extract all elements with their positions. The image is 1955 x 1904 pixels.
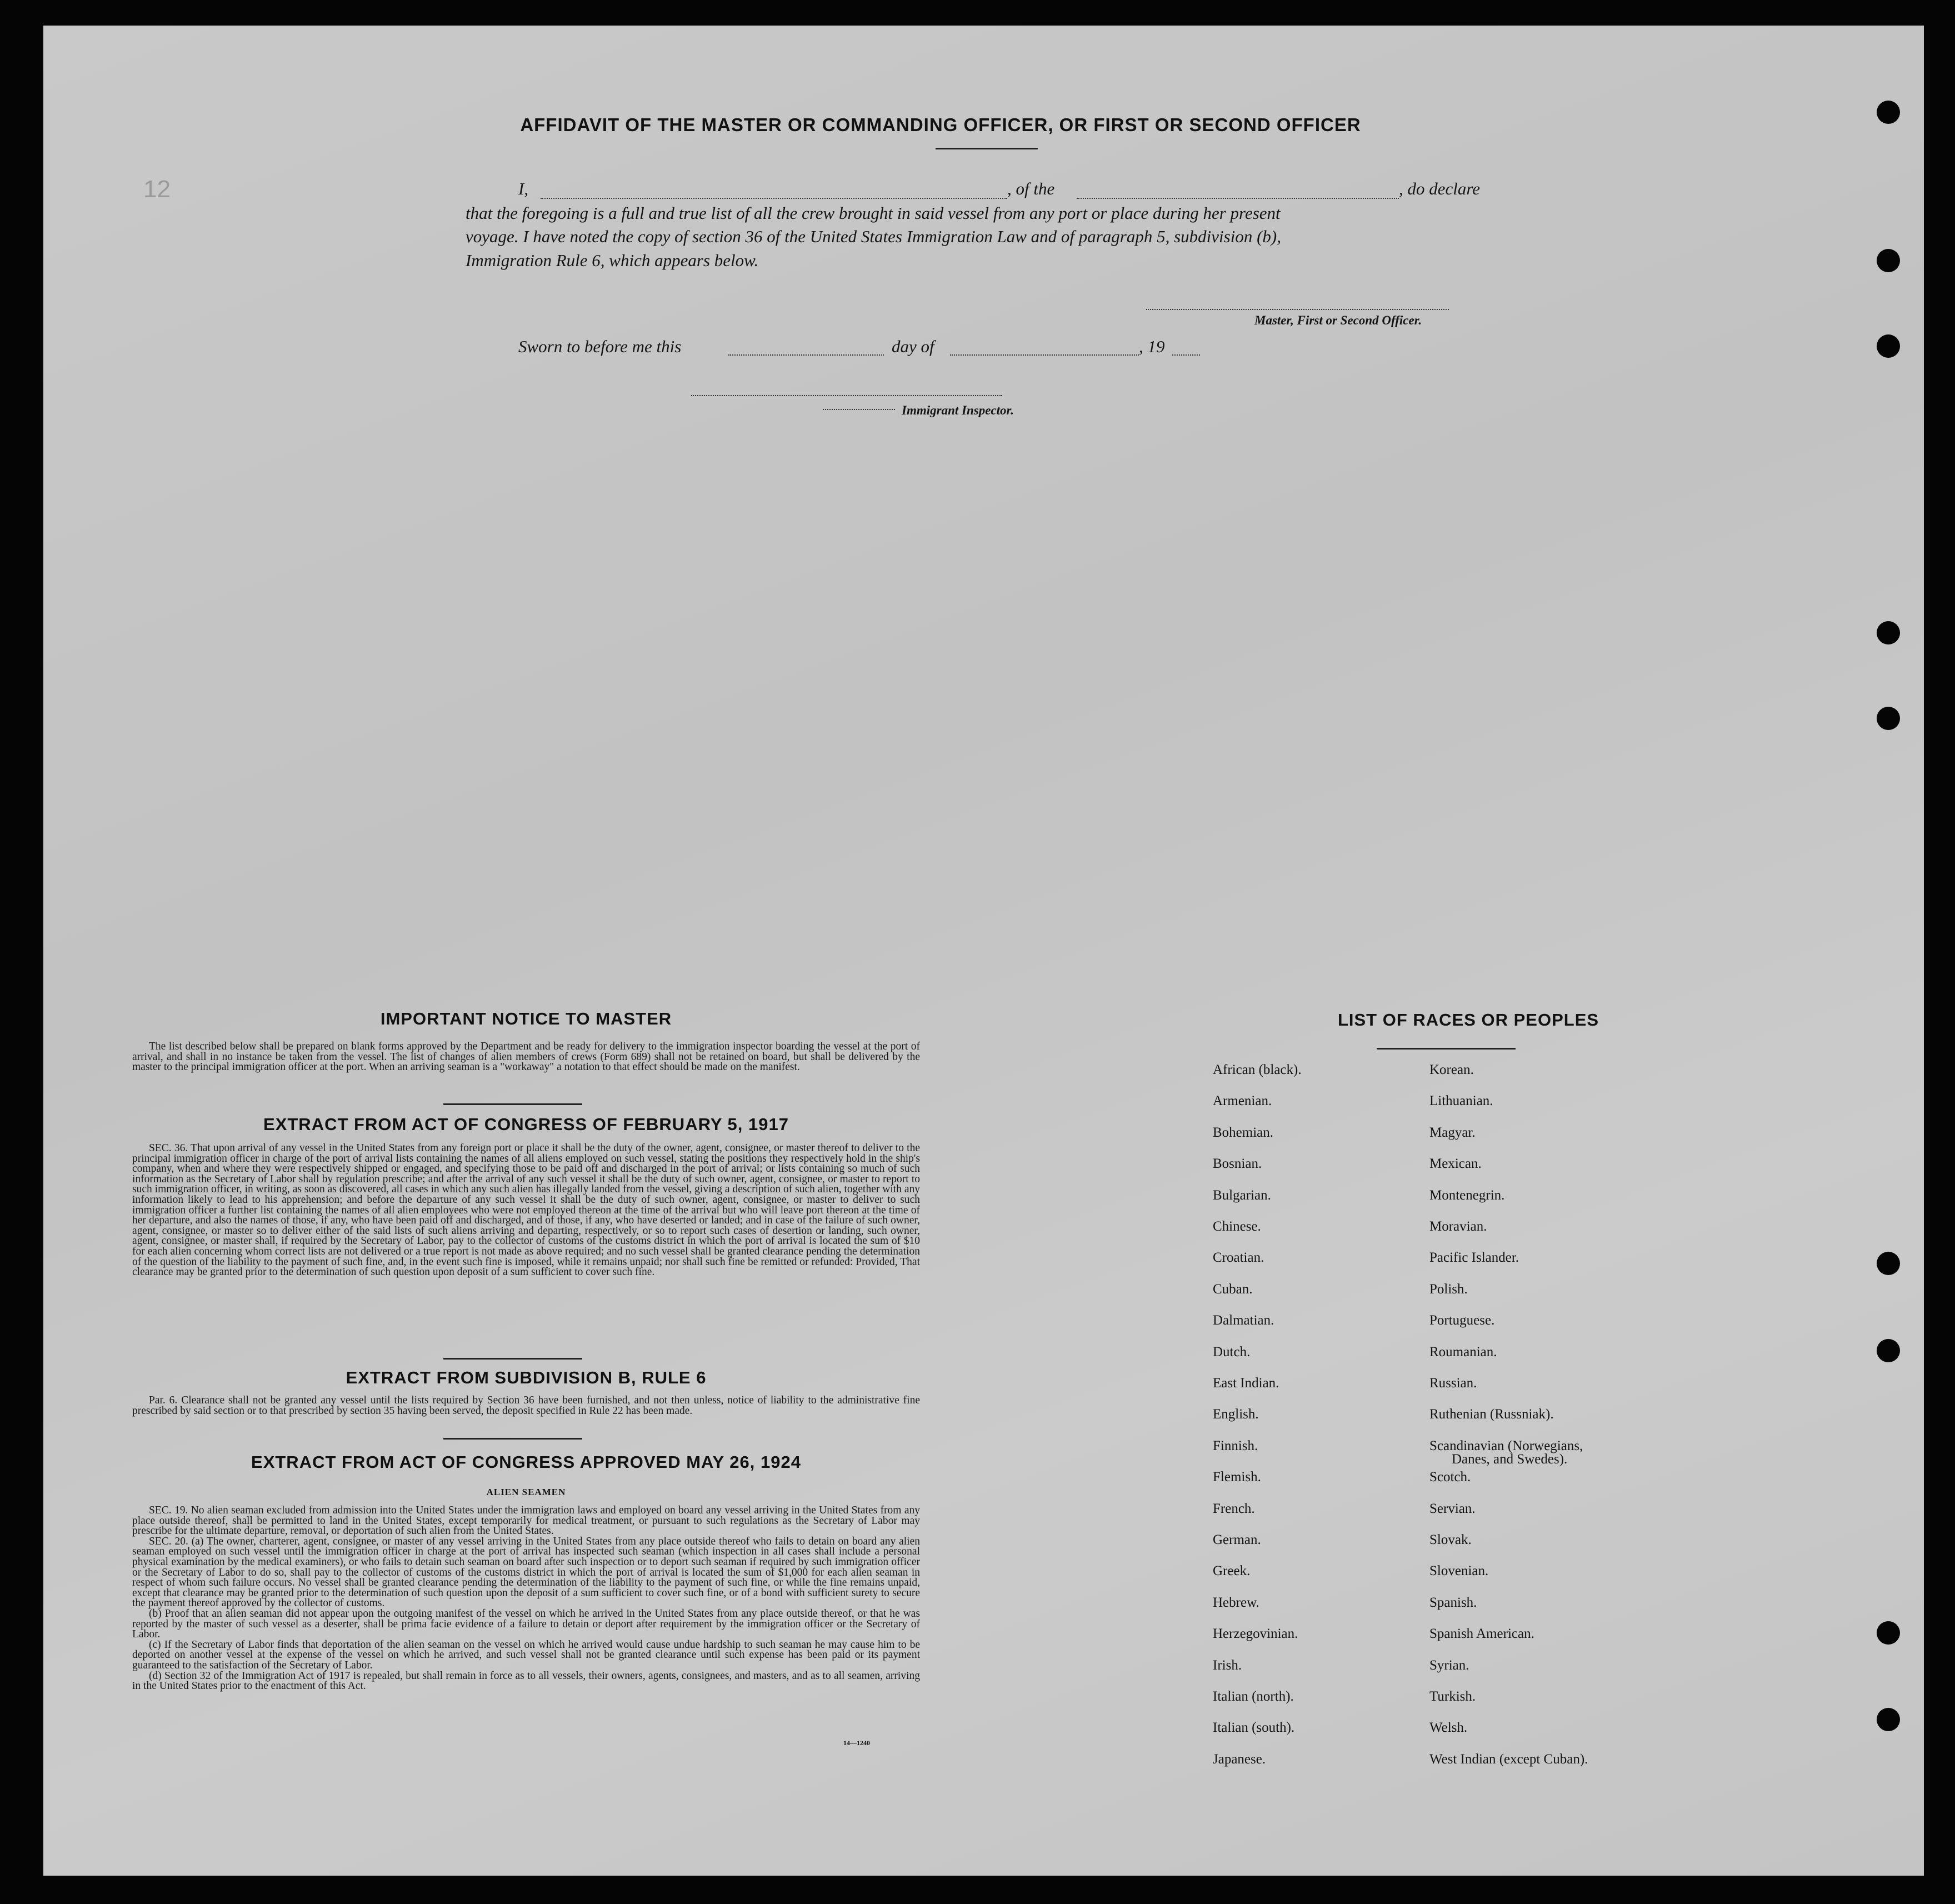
officer-name-field[interactable] bbox=[541, 198, 1007, 199]
race-item-left-13: Flemish. bbox=[1213, 1470, 1261, 1485]
race-item-left-0: African (black). bbox=[1213, 1062, 1302, 1077]
race-item-left-22: Japanese. bbox=[1213, 1752, 1266, 1767]
punch-hole bbox=[1877, 249, 1900, 272]
race-item-right-2: Magyar. bbox=[1429, 1125, 1476, 1140]
affidavit-i: I, bbox=[518, 179, 529, 198]
race-item-right-6: Pacific Islander. bbox=[1429, 1250, 1519, 1265]
alien-seamen-subtitle: ALIEN SEAMEN bbox=[486, 1487, 566, 1497]
race-item-left-21: Italian (south). bbox=[1213, 1720, 1295, 1735]
extract-1924-body bbox=[132, 1506, 920, 1692]
punch-hole bbox=[1877, 1708, 1900, 1731]
race-item-left-4: Bulgarian. bbox=[1213, 1188, 1271, 1203]
affidavit-line-4: Immigration Rule 6, which appears below. bbox=[466, 251, 759, 270]
race-item-left-5: Chinese. bbox=[1213, 1219, 1261, 1234]
race-item-left-19: Irish. bbox=[1213, 1658, 1242, 1673]
race-item-left-12: Finnish. bbox=[1213, 1438, 1258, 1453]
race-item-left-10: East Indian. bbox=[1213, 1376, 1279, 1391]
race-item-right-17: Spanish. bbox=[1429, 1595, 1477, 1610]
race-item-left-6: Croatian. bbox=[1213, 1250, 1264, 1265]
race-item-right-5: Moravian. bbox=[1429, 1219, 1487, 1234]
race-item-right-18: Spanish American. bbox=[1429, 1626, 1534, 1641]
race-item-right-11: Ruthenian (Russniak). bbox=[1429, 1407, 1554, 1422]
sec-20-c: (c) If the Secretary of Labor finds that deportation of the alien seaman on the vessel on which he arrived would cause undue hardship to such seaman he may cause him to be deported on another vessel at the expense of the vessel on which he arrived, and such vessel shall not be granted clearance until such expense has been paid or its payment guaranteed to the satisfaction of the Secretary of Labor. bbox=[132, 1638, 920, 1671]
race-item-right-22: West Indian (except Cuban). bbox=[1429, 1752, 1588, 1767]
race-item-right-8: Portuguese. bbox=[1429, 1313, 1495, 1328]
punch-hole bbox=[1877, 101, 1900, 124]
sec-20-b: (b) Proof that an alien seaman did not appear upon the outgoing manifest of the vessel on which he arrived in the United States from any place outside thereof, or that he was reported by the master of such vessel as a deserter, shall be prima facie evidence of a failure to detain or deport after requirement by the immigration officer or the Secretary of Labor. bbox=[132, 1607, 920, 1641]
race-item-right-14: Servian. bbox=[1429, 1501, 1476, 1516]
sworn-label: Sworn to before me this bbox=[518, 337, 682, 356]
extract-1917-body: SEC. 36. That upon arrival of any vessel in the United States from any foreign port or place it shall be the duty of the owner, agent, consignee, or master thereof to deliver to the principal immigration officer in charge of the port of arrival lists containing the names of all aliens employed on such vessel, stating the positions they respectively hold in the ship's company, when and where they were respectively shipped or engaged, and specifying those to be paid off and discharged in the port of arrival; or lists containing so much of such information as the Secretary of Labor shall by regulation prescribe; and after the arrival of any such vessel it shall be the duty of such owner, agent, consignee, or master to report to such immigration officer, in writing, as soon as discovered, all cases in which any such alien has illegally landed from the vessel, giving a description of such alien, together with any information likely to lead to his apprehension; and before the departure of any such vessel it shall be the duty of such owner, agent, consignee, or master to deliver to such immigration officer a further list containing the names of all alien employees who were not employed thereon at the time of the arrival but who will leave port thereon at the time of her departure, and also the names of those, if any, who have been paid off and discharged, and of those, if any, who have deserted or landed; and in case of the failure of such owner, agent, consignee, or master so to deliver either of the said lists of such aliens arriving and departing, respectively, or so to report such cases of desertion or landing, such owner, agent, consignee, or master shall, if required by the Secretary of Labor, pay to the collector of customs of the customs district in which the port of arrival is located the sum of $10 for each alien concerning whom correct lists are not delivered or a true report is not made as above required; and no such vessel shall be granted clearance pending the determination of the question of the liability to the payment of such fine, and, in the event such fine is imposed, while it remains unpaid; nor shall such fine be remitted or refunded: Provided, That clearance may be granted prior to the determination of such question upon deposit of a sum sufficient to cover such fine. bbox=[132, 1142, 920, 1278]
race-item-right-19: Syrian. bbox=[1429, 1658, 1469, 1673]
race-item-left-7: Cuban. bbox=[1213, 1282, 1253, 1297]
race-item-right-13: Scotch. bbox=[1429, 1470, 1471, 1485]
notice-body: The list described below shall be prepared on blank forms approved by the Department and be ready for delivery to the immigration inspector boarding the vessel at the port of arrival, and shall in no instance be taken from the vessel. The list of changes of alien members of crews (Form 689) shall not be retained on board, but shall be delivered by the master to the principal immigration officer at the port. When an arriving seaman is a "workaway" a notation to that effect should be made on the manifest. bbox=[132, 1041, 920, 1073]
punch-hole bbox=[1877, 334, 1900, 358]
title-divider bbox=[936, 148, 1038, 149]
extract-rule6-title: EXTRACT FROM SUBDIVISION B, RULE 6 bbox=[346, 1368, 707, 1387]
races-divider bbox=[1377, 1048, 1516, 1050]
document-page bbox=[43, 26, 1924, 1876]
race-item-left-9: Dutch. bbox=[1213, 1345, 1251, 1360]
race-item-left-16: Greek. bbox=[1213, 1563, 1251, 1578]
race-item-right-7: Polish. bbox=[1429, 1282, 1468, 1297]
punch-hole bbox=[1877, 1252, 1900, 1275]
affidavit-declare: , do declare bbox=[1399, 179, 1481, 198]
race-item-scandinavian-continuation: Danes, and Swedes). bbox=[1452, 1452, 1568, 1467]
extract-rule6-body: Par. 6. Clearance shall not be granted any vessel until the lists required by Section 36 have been furnished, and not then unless, notice of liability to the administrative fine prescribed by said section or to that prescribed by section 35 having been served, the deposit specified in Rule 22 has been made. bbox=[132, 1395, 920, 1417]
race-item-right-16: Slovenian. bbox=[1429, 1563, 1489, 1578]
race-item-right-20: Turkish. bbox=[1429, 1689, 1476, 1704]
race-item-left-2: Bohemian. bbox=[1213, 1125, 1274, 1140]
race-item-left-8: Dalmatian. bbox=[1213, 1313, 1274, 1328]
inspector-dots bbox=[823, 409, 895, 410]
race-item-right-10: Russian. bbox=[1429, 1376, 1477, 1391]
section-divider bbox=[443, 1358, 582, 1360]
race-item-left-17: Hebrew. bbox=[1213, 1595, 1259, 1610]
races-title: LIST OF RACES OR PEOPLES bbox=[1337, 1010, 1599, 1030]
punch-hole bbox=[1877, 707, 1900, 730]
affidavit-line-2: that the foregoing is a full and true list of all the crew brought in said vessel from any port or place during her present bbox=[466, 203, 1281, 223]
race-item-left-20: Italian (north). bbox=[1213, 1689, 1294, 1704]
race-item-right-15: Slovak. bbox=[1429, 1532, 1472, 1547]
sworn-year-field[interactable] bbox=[1172, 354, 1200, 356]
master-label: Master, First or Second Officer. bbox=[1254, 313, 1422, 327]
extract-1917-title: EXTRACT FROM ACT OF CONGRESS OF FEBRUARY 5, 1917 bbox=[263, 1115, 789, 1134]
vessel-name-field[interactable] bbox=[1077, 198, 1399, 199]
race-item-right-12: Scandinavian (Norwegians, bbox=[1429, 1438, 1583, 1453]
form-code: 14—1240 bbox=[843, 1739, 870, 1747]
race-item-right-9: Roumanian. bbox=[1429, 1345, 1497, 1360]
race-item-right-1: Lithuanian. bbox=[1429, 1093, 1493, 1108]
section-divider bbox=[443, 1103, 582, 1105]
race-item-left-14: French. bbox=[1213, 1501, 1255, 1516]
race-item-left-18: Herzegovinian. bbox=[1213, 1626, 1298, 1641]
day-of-label: day of bbox=[892, 337, 934, 356]
extract-1924-title: EXTRACT FROM ACT OF CONGRESS APPROVED MAY 26, 1924 bbox=[251, 1452, 801, 1472]
punch-hole bbox=[1877, 1621, 1900, 1645]
race-item-right-3: Mexican. bbox=[1429, 1156, 1482, 1171]
affidavit-of-the: , of the bbox=[1007, 179, 1055, 198]
race-item-right-0: Korean. bbox=[1429, 1062, 1474, 1077]
sec-20-d: (d) Section 32 of the Immigration Act of 1917 is repealed, but shall remain in force as to all vessels, their owners, agents, consignees, and masters, and as to all seamen, arriving in the United States prior to the enactment of this Act. bbox=[132, 1670, 920, 1692]
sworn-month-field[interactable] bbox=[950, 354, 1139, 356]
punch-hole bbox=[1877, 621, 1900, 644]
sworn-day-field[interactable] bbox=[728, 354, 884, 356]
affidavit-title: AFFIDAVIT OF THE MASTER OR COMMANDING OFFICER, OR FIRST OR SECOND OFFICER bbox=[520, 114, 1361, 135]
page-number: 12 bbox=[143, 176, 171, 203]
master-signature-field[interactable] bbox=[1146, 309, 1449, 310]
affidavit-line-3: voyage. I have noted the copy of section 36 of the United States Immigration Law and of paragraph 5, subdivision (b), bbox=[466, 227, 1281, 246]
punch-hole bbox=[1877, 1339, 1900, 1362]
inspector-label: Immigrant Inspector. bbox=[902, 403, 1014, 417]
race-item-right-21: Welsh. bbox=[1429, 1720, 1468, 1735]
race-item-left-3: Bosnian. bbox=[1213, 1156, 1262, 1171]
notice-title: IMPORTANT NOTICE TO MASTER bbox=[380, 1009, 672, 1028]
race-item-left-15: German. bbox=[1213, 1532, 1261, 1547]
race-item-left-11: English. bbox=[1213, 1407, 1259, 1422]
race-item-right-4: Montenegrin. bbox=[1429, 1188, 1505, 1203]
sec-20-a: SEC. 20. (a) The owner, charterer, agent, consignee, or master of any vessel arriving in the United States from any place outside thereof who fails to detain on board any alien seaman employed on such vessel until the immigration officer in charge at the port of arrival has inspected such seaman (which inspection in all cases shall include a personal physical examination by the medical examiners), or who fails to detain such seaman on board after such inspection or to deport such seaman if required by such immigration officer or the Secretary of Labor to do so, shall pay to the collector of customs of the customs district in which the port of arrival is located the sum of $1,000 for each alien seaman in respect of whom such failure occurs. No vessel shall be granted clearance pending the determination of the liability to the payment of such fine, or while the fine remains unpaid, except that clearance may be granted prior to the determination of such question upon the deposit of a sum sufficient to cover such fine, or of a bond with sufficient surety to secure the payment thereof approved by the collector of customs. bbox=[132, 1535, 920, 1610]
sec-19: SEC. 19. No alien seaman excluded from admission into the United States under the immigration laws and employed on board any vessel arriving in the United States from any place outside thereof, shall be permitted to land in the United States, except temporarily for medical treatment, or pursuant to such regulations as the Secretary of Labor may prescribe for the ultimate departure, removal, or deportation of such alien from the United States. bbox=[132, 1505, 920, 1537]
inspector-signature-field[interactable] bbox=[691, 395, 1002, 396]
section-divider bbox=[443, 1438, 582, 1440]
year-label: , 19 bbox=[1139, 337, 1165, 356]
race-item-left-1: Armenian. bbox=[1213, 1093, 1272, 1108]
